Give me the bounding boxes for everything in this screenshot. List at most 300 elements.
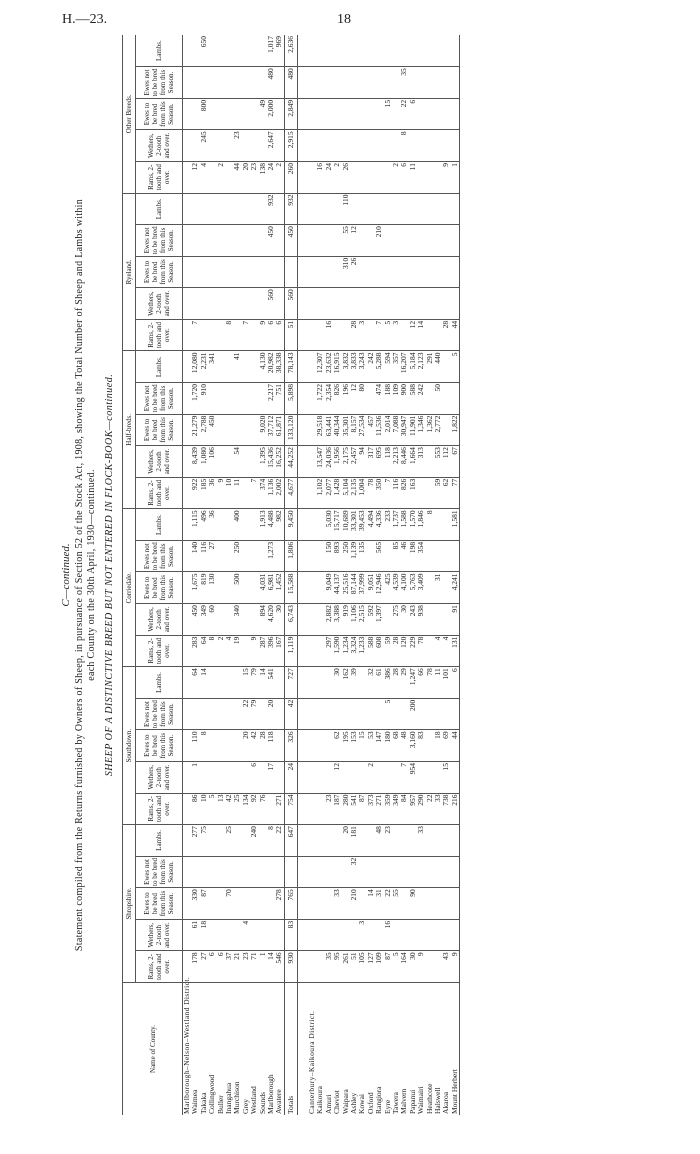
value-cell	[375, 161, 383, 193]
value-cell: 25	[225, 825, 233, 857]
value-cell: 4,677	[284, 477, 297, 509]
value-cell: 78	[417, 635, 425, 667]
value-cell	[217, 35, 225, 67]
value-cell: 1,233	[358, 635, 366, 667]
value-cell: 23	[242, 951, 250, 983]
value-cell	[400, 856, 408, 888]
value-cell	[358, 288, 366, 320]
value-cell	[208, 35, 216, 67]
value-cell: 24,036	[325, 446, 333, 478]
value-cell: 250	[342, 540, 350, 572]
value-cell	[426, 319, 434, 351]
value-cell	[367, 919, 375, 951]
value-cell	[316, 825, 324, 857]
value-cell	[242, 604, 250, 636]
value-cell	[442, 256, 450, 288]
value-cell: 40,344	[333, 414, 341, 446]
value-cell: 271	[375, 793, 383, 825]
value-cell	[183, 256, 192, 288]
value-cell: 1,139	[350, 540, 358, 572]
value-cell: 2,002	[275, 477, 284, 509]
value-cell: 7,088	[392, 414, 400, 446]
breed-header: Shropshire.	[123, 825, 136, 983]
value-cell: 14	[267, 951, 275, 983]
value-cell	[242, 130, 250, 162]
value-cell: 79	[250, 667, 258, 699]
value-cell: 22	[242, 698, 250, 730]
value-cell	[358, 225, 366, 257]
value-cell	[451, 540, 460, 572]
county-name: Grey	[240, 1099, 250, 1114]
value-cell: 5	[392, 951, 400, 983]
county-name: Waimairi	[416, 1086, 426, 1114]
value-cell: 178	[191, 951, 199, 983]
value-cell: 110	[191, 730, 199, 762]
value-cell	[297, 288, 308, 320]
value-cell	[442, 698, 450, 730]
value-cell	[233, 288, 241, 320]
value-cell: 105	[358, 951, 366, 983]
value-cell: 28	[392, 635, 400, 667]
value-cell	[442, 540, 450, 572]
value-cell	[275, 919, 284, 951]
value-cell	[297, 319, 308, 351]
value-cell: 35	[400, 67, 408, 99]
value-cell: 1	[259, 951, 267, 983]
value-cell: 1,273	[267, 540, 275, 572]
value-cell: 60	[208, 604, 216, 636]
value-cell: 20	[242, 161, 250, 193]
value-cell	[297, 730, 308, 762]
value-cell: 765	[284, 888, 297, 920]
value-cell: 12,307	[316, 351, 324, 383]
value-cell: 9	[451, 951, 460, 983]
value-cell	[325, 288, 333, 320]
value-cell: 297	[325, 635, 333, 667]
value-cell: 133,120	[284, 414, 297, 446]
value-cell: 7	[400, 761, 408, 793]
value-cell	[200, 856, 208, 888]
value-cell	[233, 383, 241, 415]
value-cell: 1,737	[392, 509, 400, 541]
value-cell: 130	[208, 572, 216, 604]
value-cell: 386	[384, 667, 392, 699]
district-row	[308, 35, 316, 1115]
value-cell: 2,457	[350, 446, 358, 478]
county-name: Marlborough	[266, 1074, 276, 1114]
sheep-statistics-table	[122, 35, 460, 1115]
county-column-header: Name of County.	[123, 983, 183, 1116]
value-cell	[358, 161, 366, 193]
value-cell	[275, 540, 284, 572]
value-cell: 90	[409, 888, 417, 920]
value-cell	[384, 761, 392, 793]
value-cell	[242, 225, 250, 257]
value-cell	[384, 256, 392, 288]
value-cell: 242	[417, 383, 425, 415]
value-cell: 396	[267, 635, 275, 667]
value-cell	[297, 477, 308, 509]
value-cell	[308, 130, 316, 162]
value-cell	[275, 288, 284, 320]
value-cell	[183, 98, 192, 130]
value-cell	[451, 288, 460, 320]
value-cell	[367, 67, 375, 99]
value-cell	[297, 919, 308, 951]
value-cell	[225, 383, 233, 415]
value-cell: 22	[384, 888, 392, 920]
value-cell	[250, 35, 258, 67]
value-cell: 9	[250, 635, 258, 667]
value-cell	[233, 225, 241, 257]
value-cell	[417, 130, 425, 162]
value-cell	[297, 761, 308, 793]
value-cell: 5,184	[409, 351, 417, 383]
value-cell: 1,590	[333, 635, 341, 667]
value-cell: 3,243	[358, 351, 366, 383]
value-cell	[451, 825, 460, 857]
value-cell: 350	[375, 477, 383, 509]
value-cell: 50	[434, 383, 442, 415]
value-cell: 349	[200, 604, 208, 636]
value-cell	[384, 35, 392, 67]
value-cell: 4,494	[367, 509, 375, 541]
value-cell	[259, 856, 267, 888]
value-cell: 70	[225, 888, 233, 920]
value-cell	[451, 35, 460, 67]
value-cell	[297, 698, 308, 730]
value-cell: 2,231	[200, 351, 208, 383]
value-cell	[434, 888, 442, 920]
value-cell: 71	[250, 951, 258, 983]
value-cell	[233, 67, 241, 99]
value-cell: 565	[375, 540, 383, 572]
value-cell: 894	[259, 604, 267, 636]
value-cell: 1	[191, 761, 199, 793]
value-cell	[451, 256, 460, 288]
value-cell: 4,100	[400, 572, 408, 604]
value-cell	[297, 414, 308, 446]
county-name: Waipara	[340, 1089, 350, 1114]
value-cell	[316, 67, 324, 99]
value-cell	[208, 256, 216, 288]
value-cell	[426, 67, 434, 99]
value-cell	[200, 698, 208, 730]
value-cell: 20	[267, 698, 275, 730]
value-cell	[242, 572, 250, 604]
value-cell	[392, 698, 400, 730]
value-cell	[297, 446, 308, 478]
value-cell	[434, 856, 442, 888]
value-cell: 16,915	[333, 351, 341, 383]
value-cell: 9	[417, 951, 425, 983]
value-cell	[316, 98, 324, 130]
value-cell: 1,428	[333, 477, 341, 509]
value-cell	[451, 130, 460, 162]
value-cell: 51	[284, 319, 297, 351]
county-name: Kaikoura	[315, 1086, 325, 1114]
report-reference: H.—23.	[62, 12, 108, 27]
value-cell	[409, 919, 417, 951]
value-cell	[275, 730, 284, 762]
county-name: Oxford	[365, 1092, 375, 1114]
value-cell	[250, 225, 258, 257]
value-cell: 2,772	[434, 414, 442, 446]
value-cell	[259, 919, 267, 951]
value-cell: 4,620	[267, 604, 275, 636]
value-cell: 109	[392, 383, 400, 415]
value-cell: 87	[200, 888, 208, 920]
value-cell: 16	[325, 319, 333, 351]
value-cell: 1,452	[275, 572, 284, 604]
value-cell: 5,288	[375, 351, 383, 383]
value-cell	[442, 888, 450, 920]
value-cell: 2,217	[267, 383, 275, 415]
value-cell	[392, 193, 400, 225]
value-cell	[434, 919, 442, 951]
value-cell	[316, 761, 324, 793]
sub-column-header: Wethers, 2-tooth and over.	[136, 604, 183, 636]
value-cell: 24	[284, 761, 297, 793]
value-cell: 140	[191, 540, 199, 572]
value-cell: 450	[208, 414, 216, 446]
value-cell: 30	[333, 667, 341, 699]
value-cell: 2,213	[392, 446, 400, 478]
value-cell	[225, 761, 233, 793]
value-cell: 1,397	[375, 604, 383, 636]
value-cell	[233, 888, 241, 920]
value-cell	[225, 856, 233, 888]
value-cell: 1,234	[342, 635, 350, 667]
value-cell: 260	[284, 161, 297, 193]
value-cell: 15	[242, 667, 250, 699]
value-cell: 78	[426, 667, 434, 699]
value-cell: 31	[434, 572, 442, 604]
value-cell	[308, 193, 316, 225]
county-name: Heathcote	[424, 1083, 434, 1114]
value-cell	[392, 225, 400, 257]
value-cell: 84	[400, 793, 408, 825]
value-cell	[316, 888, 324, 920]
value-cell: 4,130	[259, 351, 267, 383]
value-cell	[217, 919, 225, 951]
value-cell	[250, 193, 258, 225]
value-cell	[375, 130, 383, 162]
value-cell	[426, 856, 434, 888]
value-cell: 8	[208, 635, 216, 667]
value-cell: 62	[442, 477, 450, 509]
totals-row	[284, 35, 297, 1115]
value-cell: 39,453	[358, 509, 366, 541]
value-cell: 15,588	[284, 572, 297, 604]
value-cell: 317	[367, 446, 375, 478]
value-cell: 7	[384, 477, 392, 509]
value-cell	[233, 414, 241, 446]
value-cell: 2	[392, 161, 400, 193]
value-cell: 250	[233, 540, 241, 572]
value-cell: 8,157	[350, 414, 358, 446]
value-cell	[284, 256, 297, 288]
value-cell: 2,077	[325, 477, 333, 509]
value-cell: 30	[275, 604, 284, 636]
continued-heading: C—continued.	[60, 543, 72, 607]
sub-column-header: Lambs.	[136, 193, 183, 225]
value-cell: 5	[384, 319, 392, 351]
value-cell	[275, 761, 284, 793]
value-cell	[208, 761, 216, 793]
value-cell	[217, 351, 225, 383]
value-cell: 310	[342, 256, 350, 288]
value-cell: 341	[208, 351, 216, 383]
value-cell: 46	[400, 540, 408, 572]
value-cell	[225, 67, 233, 99]
value-cell	[333, 319, 341, 351]
value-cell	[426, 698, 434, 730]
value-cell: 374	[259, 477, 267, 509]
value-cell: 20,982	[267, 351, 275, 383]
statement-title	[74, 35, 98, 1115]
value-cell	[434, 540, 442, 572]
value-cell: 5	[451, 351, 460, 383]
value-cell: 20	[342, 825, 350, 857]
value-cell	[217, 383, 225, 415]
value-cell	[333, 288, 341, 320]
value-cell	[426, 604, 434, 636]
value-cell: 245	[200, 130, 208, 162]
value-cell	[451, 919, 460, 951]
value-cell: 900	[400, 383, 408, 415]
value-cell: 8	[400, 130, 408, 162]
value-cell	[358, 193, 366, 225]
value-cell	[417, 477, 425, 509]
value-cell: 2,515	[358, 604, 366, 636]
value-cell: 11	[434, 667, 442, 699]
rotated-statement	[60, 35, 670, 1115]
value-cell	[217, 604, 225, 636]
value-cell: 340	[233, 604, 241, 636]
value-cell: 26	[350, 256, 358, 288]
value-cell: 400	[233, 509, 241, 541]
value-cell: 7	[242, 319, 250, 351]
value-cell: 10,689	[342, 509, 350, 541]
value-cell: 33	[333, 888, 341, 920]
value-cell: 592	[367, 604, 375, 636]
value-cell	[358, 35, 366, 67]
value-cell: 1,119	[284, 635, 297, 667]
value-cell: 14	[367, 888, 375, 920]
value-cell: 2,014	[384, 414, 392, 446]
value-cell: 64	[191, 667, 199, 699]
sub-column-header: Rams, 2-tooth and over.	[136, 477, 183, 509]
value-cell: 1,722	[316, 383, 324, 415]
value-cell	[442, 98, 450, 130]
value-cell	[233, 193, 241, 225]
value-cell	[442, 225, 450, 257]
value-cell	[434, 825, 442, 857]
county-name: Takaka	[198, 1092, 208, 1114]
value-cell	[384, 288, 392, 320]
value-cell	[208, 288, 216, 320]
value-cell	[308, 888, 316, 920]
value-cell: 5,763	[409, 572, 417, 604]
value-cell: 11,901	[409, 414, 417, 446]
value-cell	[217, 256, 225, 288]
value-cell: 1,664	[409, 446, 417, 478]
value-cell: 79	[250, 698, 258, 730]
value-cell	[451, 383, 460, 415]
value-cell	[325, 98, 333, 130]
value-cell: 1,720	[191, 383, 199, 415]
value-cell	[275, 667, 284, 699]
value-cell: 13	[217, 793, 225, 825]
value-cell: 1,136	[267, 477, 275, 509]
value-cell	[417, 256, 425, 288]
value-cell	[409, 130, 417, 162]
value-cell: 3	[392, 319, 400, 351]
value-cell	[426, 288, 434, 320]
value-cell: 31	[375, 888, 383, 920]
value-cell	[409, 225, 417, 257]
value-cell	[367, 698, 375, 730]
value-cell: 2,000	[267, 98, 275, 130]
value-cell	[400, 256, 408, 288]
value-cell: 910	[200, 383, 208, 415]
value-cell	[384, 856, 392, 888]
value-cell	[316, 193, 324, 225]
value-cell: 210	[375, 225, 383, 257]
value-cell	[225, 288, 233, 320]
value-cell	[350, 98, 358, 130]
value-cell: 68	[392, 730, 400, 762]
value-cell	[392, 256, 400, 288]
value-cell: 63,441	[325, 414, 333, 446]
value-cell: 30	[400, 604, 408, 636]
value-cell: 313	[417, 446, 425, 478]
county-name: Inangahua	[224, 1082, 234, 1114]
value-cell: 2	[217, 161, 225, 193]
value-cell: 38,338	[275, 351, 284, 383]
value-cell	[208, 130, 216, 162]
page-number: 18	[337, 12, 351, 27]
table-row	[417, 35, 425, 1115]
value-cell: 12	[350, 225, 358, 257]
value-cell: 541	[267, 667, 275, 699]
value-cell	[392, 825, 400, 857]
value-cell: 2	[367, 761, 375, 793]
value-cell	[342, 130, 350, 162]
value-cell	[426, 540, 434, 572]
value-cell	[409, 35, 417, 67]
value-cell	[451, 67, 460, 99]
value-cell: 26	[342, 161, 350, 193]
value-cell: 6,981	[267, 572, 275, 604]
value-cell: 37,999	[358, 572, 366, 604]
value-cell: 25,516	[342, 572, 350, 604]
county-name: Rangiora	[374, 1086, 384, 1114]
sub-column-header: Lambs.	[136, 35, 183, 67]
value-cell: 826	[400, 477, 408, 509]
value-cell: 16,207	[400, 351, 408, 383]
value-cell: 167	[275, 635, 284, 667]
value-cell: 86	[191, 793, 199, 825]
value-cell: 541	[350, 793, 358, 825]
value-cell	[442, 919, 450, 951]
value-cell	[333, 98, 341, 130]
value-cell: 349	[392, 793, 400, 825]
value-cell: 118	[267, 730, 275, 762]
value-cell: 180	[384, 730, 392, 762]
value-cell	[442, 67, 450, 99]
